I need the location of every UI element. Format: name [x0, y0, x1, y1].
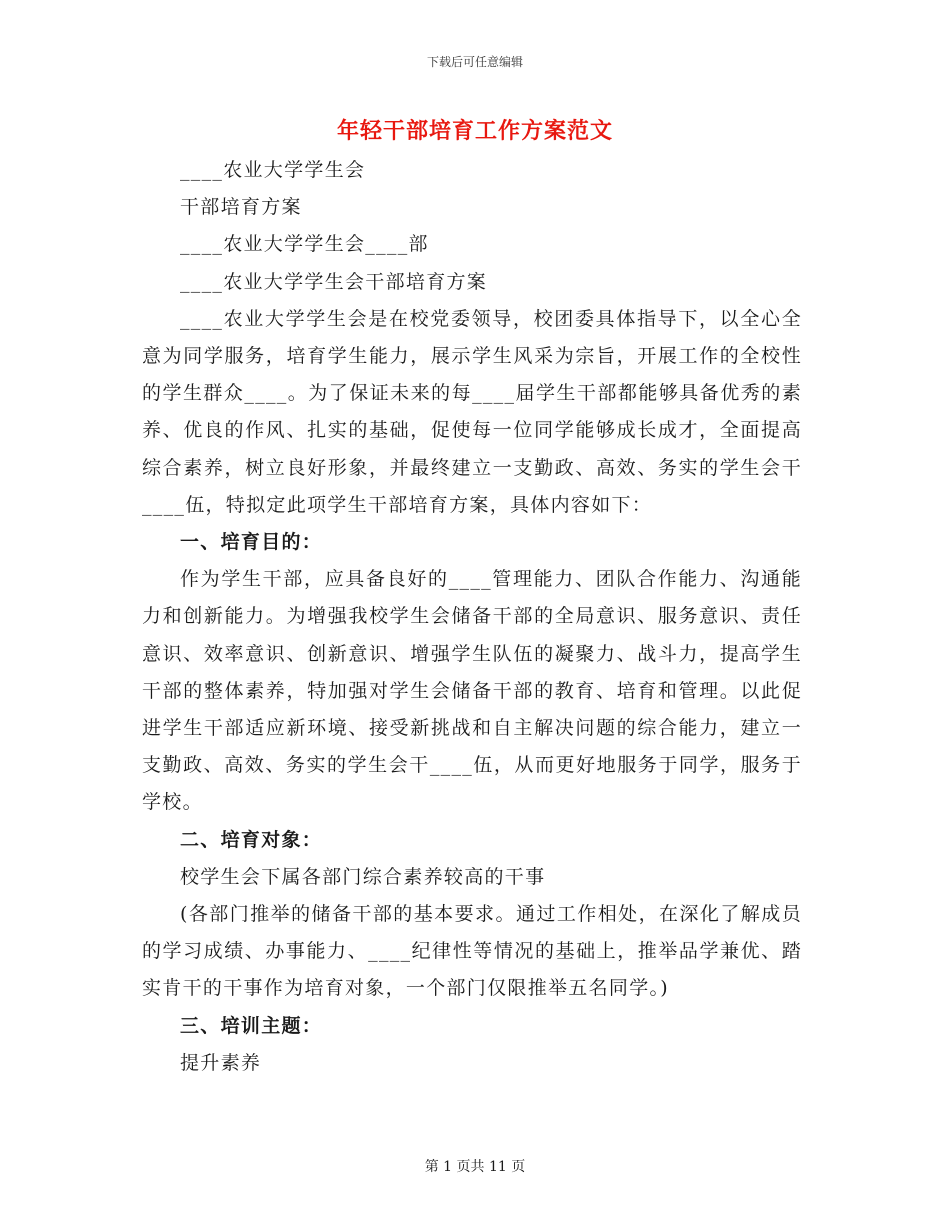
paragraph-target-requirements: (各部门推举的储备干部的基本要求。通过工作相处，在深化了解成员的学习成绩、办事能力、____纪律性等情况的基础上，推举品学兼优、踏实肯干的干事作为培育对象，一个部门仅限推举五名同学。) — [142, 903, 802, 1000]
page-footer: 第 1 页共 11 页 — [424, 1159, 526, 1175]
paragraph-org-name: ____农业大学学生会 — [180, 159, 366, 181]
document-title: 年轻干部培育工作方案范文 — [336, 118, 613, 144]
document-body — [142, 152, 802, 1082]
paragraph-target: 校学生会下属各部门综合素养较高的干事 — [180, 865, 546, 888]
paragraph-intro: ____农业大学学生会是在校党委领导，校团委具体指导下，以全心全意为同学服务，培育学生能力，展示学生风采为宗旨，开展工作的全校性的学生群众____。为了保证未来的每____届学生干部都能够具备优秀的素养、优良的作风、扎实的基础，促使每一位同学能够成长成才，全面提高综合素养，树立良好形象，并最终建立一支勤政、高效、务实的学生会干____伍，特拟定此项学生干部培育方案，具体内容如下： — [142, 307, 802, 516]
paragraph-plan-title: ____农业大学学生会干部培育方案 — [180, 270, 488, 293]
section-heading-purpose: 一、培育目的： — [180, 531, 323, 554]
section-heading-theme: 三、培训主题： — [180, 1014, 323, 1037]
header-note: 下载后可任意编辑 — [426, 55, 523, 69]
paragraph-plan-label: 干部培育方案 — [180, 196, 302, 219]
paragraph-department: ____农业大学学生会____部 — [180, 233, 429, 256]
paragraph-purpose: 作为学生干部，应具备良好的____管理能力、团队合作能力、沟通能力和创新能力。为增强我校学生会储备干部的全局意识、服务意识、责任意识、效率意识、创新意识、增强学生队伍的凝聚力、战斗力，提高学生干部的整体素养，特加强对学生会储备干部的教育、培育和管理。以此促进学生干部适应新环境、接受新挑战和自主解决问题的综合能力，建立一支勤政、高效、务实的学生会干____伍，从而更好地服务于同学，服务于学校。 — [142, 568, 802, 814]
paragraph-theme: 提升素养 — [180, 1051, 262, 1074]
section-heading-target: 二、培育对象： — [180, 828, 323, 851]
